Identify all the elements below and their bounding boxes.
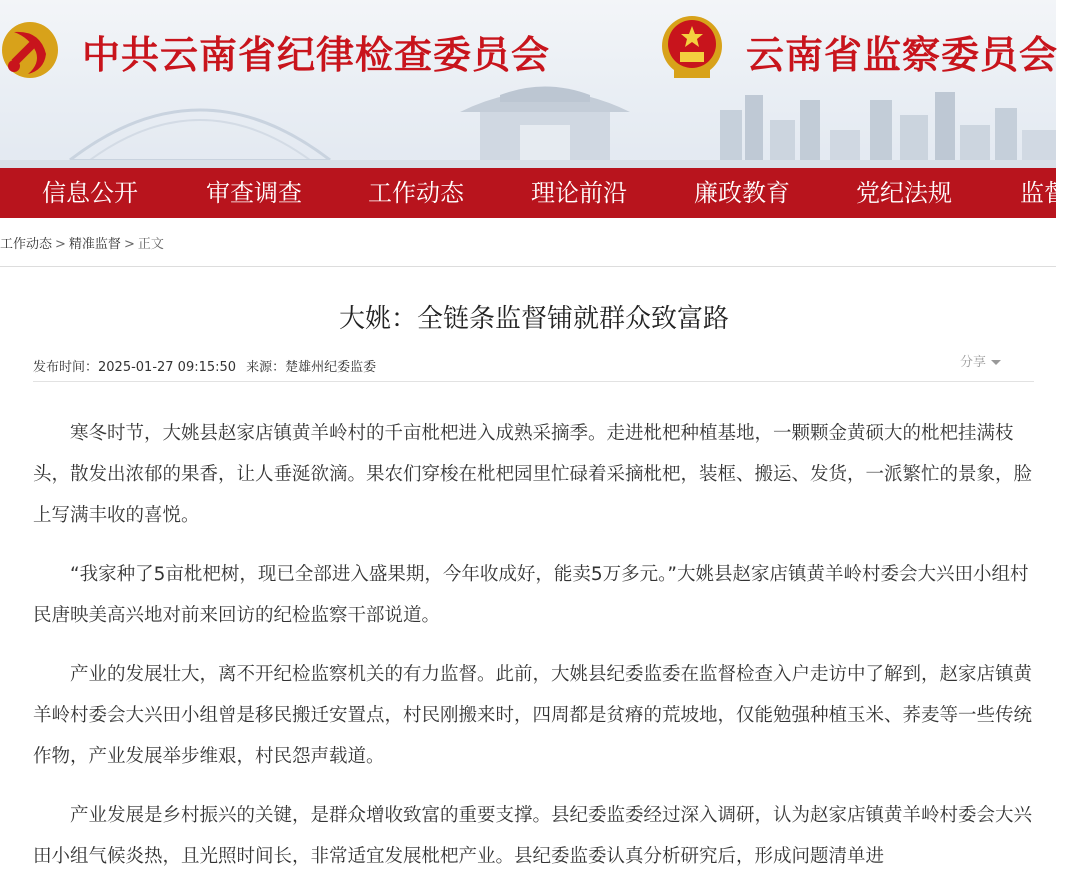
share-button[interactable] — [960, 351, 1001, 370]
article-title: 大姚：全链条监督铺就群众致富路 — [338, 304, 729, 334]
chevron-down-icon — [991, 360, 1001, 365]
article-meta — [33, 356, 386, 375]
meta-divider — [33, 381, 1034, 382]
nav-item-party-regulations[interactable]: 党纪法规 — [856, 179, 952, 207]
national-emblem-icon — [660, 12, 724, 82]
nav-item-work-news[interactable]: 工作动态 — [368, 179, 464, 207]
breadcrumb-separator: > — [123, 237, 135, 252]
nav-item-theory[interactable]: 理论前沿 — [531, 179, 627, 207]
nav-item-integrity-education[interactable]: 廉政教育 — [694, 179, 790, 207]
breadcrumb — [0, 233, 164, 252]
article-paragraph: 产业的发展壮大，离不开纪检监察机关的有力监督。此前，大姚县纪委监委在监督检查入户走访中了解到，赵家店镇黄羊岭村委会大兴田小组曾是移民搬迁安置点，村民刚搬来时，四周都是贫瘠的荒坡地，仅能勉强种植玉米、荞麦等一些传统作物，产业发展举步维艰，村民怨声载道。 — [33, 664, 1033, 767]
breadcrumb-link-precise-supervision[interactable]: 精准监督 — [68, 237, 121, 252]
article-body — [33, 413, 1037, 895]
header-title-supervisory-commission: 云南省监察委员会 — [746, 33, 1059, 77]
article-paragraph: “我家种了5亩枇杷树，现已全部进入盛果期，今年收成好，能卖5万多元。”大姚县赵家店镇黄羊岭村委会大兴田小组村民唐映美高兴地对前来回访的纪检监察干部说道。 — [33, 564, 1029, 626]
nav-item-investigation[interactable]: 审查调查 — [206, 179, 302, 207]
party-emblem-icon — [0, 12, 62, 82]
article-source: 来源：楚雄州纪委监委 — [246, 360, 377, 375]
publish-time: 发布时间：2025-01-27 09:15:50 — [33, 360, 237, 375]
nav-item-supervision[interactable]: 监督 — [1020, 179, 1068, 207]
header-title-party-commission: 中共云南省纪律检查委员会 — [82, 33, 551, 77]
site-header-banner — [0, 0, 1059, 168]
breadcrumb-link-work-news[interactable]: 工作动态 — [0, 237, 53, 252]
breadcrumb-current: 正文 — [137, 237, 164, 252]
article-paragraph: 产业发展是乡村振兴的关键，是群众增收致富的重要支撑。县纪委监委经过深入调研，认为赵家店镇黄羊岭村委会大兴田小组气候炎热，且光照时间长，非常适宜发展枇杷产业。县纪委监委认真分析研究后，形成问题清单进 — [33, 805, 1033, 867]
article-paragraph: 寒冬时节，大姚县赵家店镇黄羊岭村的千亩枇杷进入成熟采摘季。走进枇杷种植基地，一颗颗金黄硕大的枇杷挂满枝头，散发出浓郁的果香，让人垂涎欲滴。果农们穿梭在枇杷园里忙碌着采摘枇杷，装框、搬运、发货，一派繁忙的景象，脸上写满丰收的喜悦。 — [33, 423, 1033, 526]
main-nav — [0, 168, 1068, 218]
breadcrumb-divider — [0, 266, 1056, 267]
share-label: 分享 — [960, 355, 987, 370]
breadcrumb-separator: > — [55, 237, 66, 252]
nav-item-info-disclosure[interactable]: 信息公开 — [42, 179, 138, 207]
